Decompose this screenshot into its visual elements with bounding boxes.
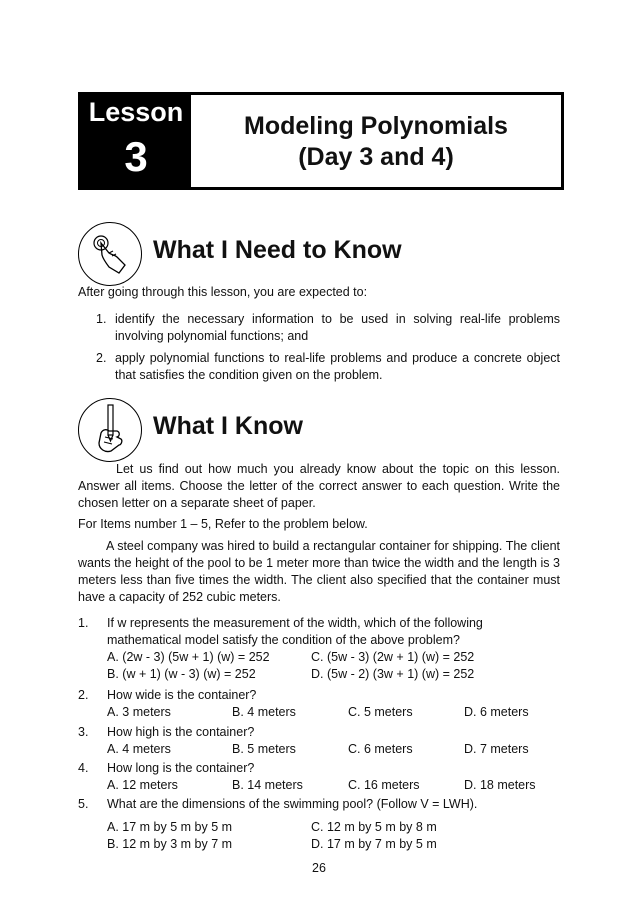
lesson-title — [191, 111, 561, 173]
question-text: What are the dimensions of the swimming pool? (Follow V = LWH). — [107, 797, 478, 811]
hand-pencil-icon — [78, 398, 142, 462]
objective-number: 1. — [96, 312, 107, 326]
objective-text: identify the necessary information to be used in solving real-life problems involving polynomial functions; and — [115, 312, 560, 343]
answer-option: A. 3 meters — [107, 705, 171, 719]
answer-option: D. 17 m by 7 m by 5 m — [311, 837, 437, 851]
answer-option: B. 14 meters — [232, 778, 303, 792]
instructions-paragraph: Let us find out how much you already know about the topic on this lesson. Answer all items. Choose the letter of the correct answer to each question. Write the chosen letter on a separate sheet of paper. — [78, 462, 560, 510]
page-number: 26 — [312, 861, 326, 875]
answer-option: C. 6 meters — [348, 742, 413, 756]
answer-option: D. (5w - 2) (3w + 1) (w) = 252 — [311, 667, 475, 681]
lesson-title-line2: (Day 3 and 4) — [298, 143, 454, 171]
objective-number: 2. — [96, 351, 107, 365]
items-reference: For Items number 1 – 5, Refer to the problem below. — [78, 517, 368, 531]
lesson-title-line1: Modeling Polynomials — [244, 112, 508, 140]
answer-option: A. 12 meters — [107, 778, 178, 792]
answer-option: D. 7 meters — [464, 742, 529, 756]
answer-option: D. 6 meters — [464, 705, 529, 719]
question-number: 2. — [78, 688, 89, 702]
lesson-label: Lesson — [88, 97, 184, 127]
question-number: 3. — [78, 725, 89, 739]
objective-text: apply polynomial functions to real-life problems and produce a concrete object that satisfies the condition given on the problem. — [115, 351, 560, 382]
answer-option: D. 18 meters — [464, 778, 536, 792]
question-number: 4. — [78, 761, 89, 775]
objectives-intro: After going through this lesson, you are expected to: — [78, 285, 368, 299]
answer-option: B. 5 meters — [232, 742, 296, 756]
question-number: 5. — [78, 797, 89, 811]
answer-option: B. (w + 1) (w - 3) (w) = 252 — [107, 667, 256, 681]
section-title-what-i-know: What I Know — [153, 412, 303, 440]
answer-option: A. 4 meters — [107, 742, 171, 756]
question-text: How high is the container? — [107, 725, 255, 739]
section-title-need-to-know: What I Need to Know — [153, 236, 402, 264]
answer-option: C. (5w - 3) (2w + 1) (w) = 252 — [311, 650, 475, 664]
answer-option: C. 12 m by 5 m by 8 m — [311, 820, 437, 834]
hand-pointing-icon — [78, 222, 142, 286]
answer-option: B. 4 meters — [232, 705, 296, 719]
answer-option: A. 17 m by 5 m by 5 m — [107, 820, 233, 834]
answer-option: C. 16 meters — [348, 778, 420, 792]
question-text: If w represents the measurement of the width, which of the following — [107, 616, 483, 630]
lesson-number: 3 — [124, 133, 148, 180]
problem-paragraph: A steel company was hired to build a rectangular container for shipping. The client wants the height of the pool to be 1 meter more than twice the width and the length is 3 meters less than five times the width. The client also specified that the container must have a capacity of 252 cubic meters. — [78, 539, 560, 604]
question-text: How wide is the container? — [107, 688, 257, 702]
lesson-label-box — [81, 95, 191, 187]
question-text: mathematical model satisfy the condition of the above problem? — [107, 633, 460, 647]
question-number: 1. — [78, 616, 89, 630]
question-text: How long is the container? — [107, 761, 255, 775]
answer-option: A. (2w - 3) (5w + 1) (w) = 252 — [107, 650, 270, 664]
answer-option: C. 5 meters — [348, 705, 413, 719]
lesson-banner — [78, 92, 564, 190]
answer-option: B. 12 m by 3 m by 7 m — [107, 837, 233, 851]
